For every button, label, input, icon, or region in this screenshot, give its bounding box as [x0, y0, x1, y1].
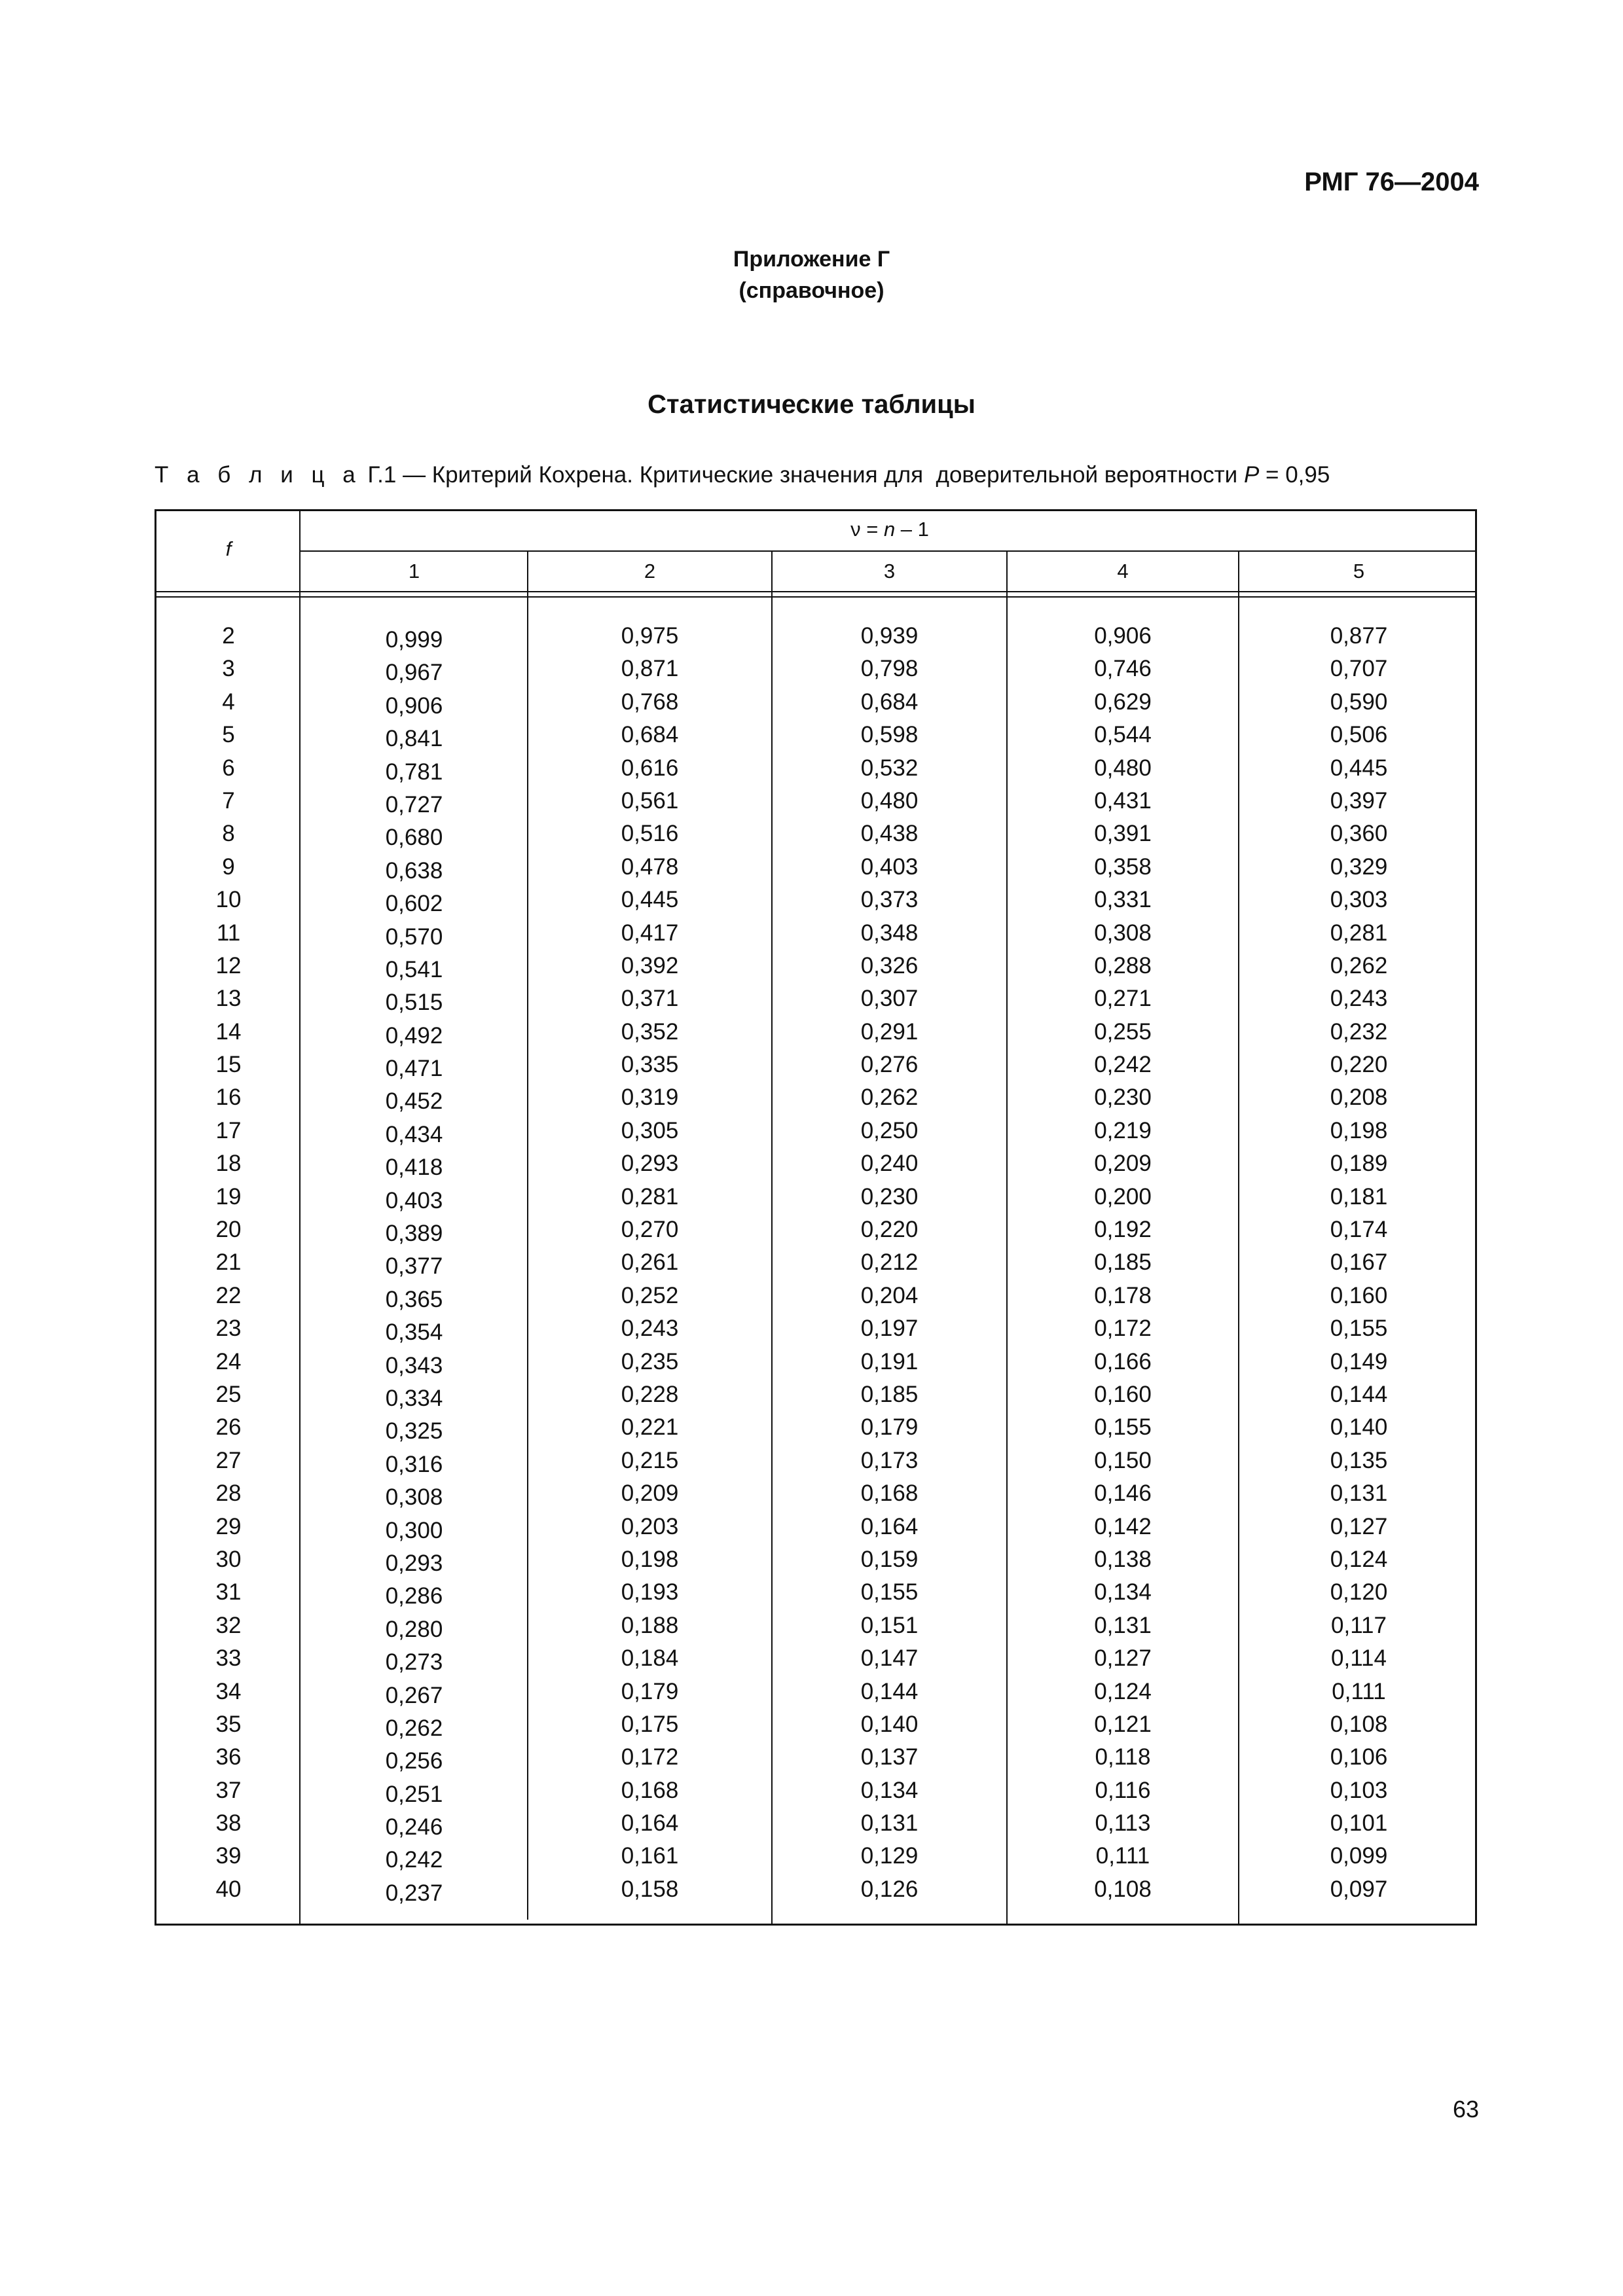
f-value: 16 — [215, 1085, 242, 1111]
table-cell: 0,144 — [1330, 1381, 1388, 1407]
table-cell: 0,220 — [860, 1217, 919, 1243]
table-cell: 0,212 — [860, 1249, 919, 1276]
table-cell: 0,164 — [860, 1513, 919, 1539]
table-cell: 0,242 — [385, 1847, 443, 1873]
table-cell: 0,303 — [1330, 887, 1388, 913]
table-cell: 0,179 — [860, 1414, 919, 1441]
table-cell: 0,391 — [1094, 821, 1152, 847]
f-value: 40 — [215, 1876, 242, 1902]
table-cell: 0,129 — [860, 1843, 919, 1869]
table-cell: 0,541 — [385, 956, 443, 982]
table-cell: 0,108 — [1094, 1876, 1152, 1902]
table-cell: 0,262 — [385, 1715, 443, 1741]
group-header — [301, 518, 1479, 541]
values-column-2 — [528, 620, 772, 1906]
f-value: 37 — [215, 1777, 242, 1803]
table-cell: 0,243 — [1330, 986, 1388, 1012]
f-value: 36 — [215, 1744, 242, 1770]
table-cell: 0,159 — [860, 1546, 919, 1572]
cochran-table — [155, 509, 1477, 1926]
f-value: 38 — [215, 1810, 242, 1837]
table-cell: 0,768 — [621, 689, 679, 715]
f-value: 34 — [215, 1678, 242, 1704]
table-cell: 0,151 — [860, 1612, 919, 1638]
table-cell: 0,198 — [621, 1546, 679, 1572]
table-cell: 0,445 — [621, 887, 679, 913]
table-cell: 0,325 — [385, 1418, 443, 1444]
table-cell: 0,116 — [1095, 1777, 1151, 1803]
table-cell: 0,352 — [621, 1018, 679, 1045]
table-cell: 0,707 — [1330, 656, 1388, 682]
page-number: 63 — [1452, 2096, 1479, 2123]
table-cell: 0,389 — [385, 1221, 443, 1247]
table-cell: 0,291 — [860, 1018, 919, 1045]
table-cell: 0,127 — [1330, 1513, 1388, 1539]
table-cell: 0,373 — [860, 887, 919, 913]
table-cell: 0,516 — [621, 821, 679, 847]
table-cell: 0,097 — [1330, 1876, 1388, 1902]
table-cell: 0,189 — [1330, 1151, 1388, 1177]
table-cell: 0,124 — [1330, 1546, 1388, 1572]
column-header-5: 5 — [1353, 560, 1365, 583]
f-value: 7 — [222, 787, 235, 814]
column-header-1: 1 — [408, 560, 420, 583]
table-cell: 0,230 — [860, 1183, 919, 1210]
table-cell: 0,185 — [1094, 1249, 1152, 1276]
table-cell: 0,209 — [621, 1480, 679, 1507]
f-value: 2 — [222, 623, 235, 649]
table-cell: 0,598 — [860, 722, 919, 748]
f-value: 35 — [215, 1711, 242, 1737]
table-cell: 0,221 — [621, 1414, 679, 1441]
table-cell: 0,142 — [1094, 1513, 1152, 1539]
values-column-1 — [301, 620, 528, 1906]
table-cell: 0,999 — [385, 627, 443, 653]
caption-value: = 0,95 — [1259, 462, 1330, 488]
table-cell: 0,480 — [860, 787, 919, 814]
table-cell: 0,164 — [621, 1810, 679, 1837]
table-cell: 0,515 — [385, 990, 443, 1016]
table-cell: 0,271 — [1094, 986, 1152, 1012]
table-cell: 0,403 — [385, 1187, 443, 1213]
table-cell: 0,111 — [1095, 1843, 1150, 1869]
f-value: 27 — [215, 1447, 242, 1473]
caption-text: Г.1 — Критерий Кохрена. Критические значения для доверительной вероятности — [367, 462, 1244, 488]
table-cell: 0,149 — [1330, 1348, 1388, 1374]
document-code: РМГ 76—2004 — [1304, 168, 1479, 196]
f-value: 21 — [215, 1249, 242, 1276]
table-cell: 0,334 — [385, 1385, 443, 1411]
f-value: 39 — [215, 1843, 242, 1869]
table-cell: 0,138 — [1094, 1546, 1152, 1572]
table-cell: 0,360 — [1330, 821, 1388, 847]
group-header-minus-one: – 1 — [895, 518, 929, 541]
caption-variable: P — [1243, 462, 1260, 488]
table-cell: 0,124 — [1094, 1678, 1152, 1704]
table-cell: 0,178 — [1094, 1282, 1152, 1308]
table-cell: 0,117 — [1331, 1612, 1387, 1638]
table-cell: 0,121 — [1094, 1711, 1152, 1737]
f-value: 26 — [215, 1414, 242, 1441]
table-cell: 0,308 — [1094, 920, 1152, 946]
table-cell: 0,365 — [385, 1286, 443, 1312]
table-cell: 0,841 — [385, 726, 443, 752]
appendix-heading — [0, 243, 1623, 306]
table-cell: 0,146 — [1094, 1480, 1152, 1507]
column-header-2: 2 — [644, 560, 656, 583]
table-cell: 0,179 — [621, 1678, 679, 1704]
table-cell: 0,219 — [1094, 1117, 1152, 1143]
header-rule-bottom — [156, 596, 1475, 598]
f-value: 20 — [215, 1217, 242, 1243]
table-cell: 0,120 — [1330, 1579, 1388, 1605]
f-value: 29 — [215, 1513, 242, 1539]
table-cell: 0,200 — [1094, 1183, 1152, 1210]
table-cell: 0,155 — [860, 1579, 919, 1605]
f-value: 30 — [215, 1546, 242, 1572]
section-title: Статистические таблицы — [647, 390, 976, 419]
table-cell: 0,134 — [1094, 1579, 1152, 1605]
f-value: 31 — [215, 1579, 242, 1605]
table-cell: 0,480 — [1094, 755, 1152, 781]
table-cell: 0,319 — [621, 1085, 679, 1111]
table-cell: 0,544 — [1094, 722, 1152, 748]
table-cell: 0,160 — [1330, 1282, 1388, 1308]
table-cell: 0,126 — [860, 1876, 919, 1902]
f-value: 12 — [215, 952, 242, 978]
table-cell: 0,305 — [621, 1117, 679, 1143]
table-cell: 0,684 — [621, 722, 679, 748]
table-cell: 0,727 — [385, 791, 443, 817]
table-cell: 0,114 — [1331, 1645, 1387, 1672]
f-value: 4 — [222, 689, 235, 715]
table-cell: 0,099 — [1330, 1843, 1388, 1869]
table-cell: 0,329 — [1330, 853, 1388, 880]
table-cell: 0,235 — [621, 1348, 679, 1374]
table-cell: 0,270 — [621, 1217, 679, 1243]
f-value: 5 — [222, 722, 235, 748]
table-cell: 0,403 — [860, 853, 919, 880]
f-value: 6 — [222, 755, 235, 781]
table-cell: 0,101 — [1330, 1810, 1388, 1837]
table-cell: 0,478 — [621, 853, 679, 880]
table-cell: 0,871 — [621, 656, 679, 682]
table-cell: 0,532 — [860, 755, 919, 781]
f-value: 33 — [215, 1645, 242, 1672]
table-cell: 0,300 — [385, 1517, 443, 1543]
table-cell: 0,160 — [1094, 1381, 1152, 1407]
table-cell: 0,377 — [385, 1253, 443, 1280]
f-value: 14 — [215, 1018, 242, 1045]
values-column-5 — [1239, 620, 1479, 1906]
table-cell: 0,228 — [621, 1381, 679, 1407]
table-cell: 0,193 — [621, 1579, 679, 1605]
table-cell: 0,134 — [860, 1777, 919, 1803]
f-value: 15 — [215, 1052, 242, 1078]
f-value: 32 — [215, 1612, 242, 1638]
table-cell: 0,781 — [385, 759, 443, 785]
table-cell: 0,230 — [1094, 1085, 1152, 1111]
table-cell: 0,111 — [1332, 1678, 1386, 1704]
column-header-4: 4 — [1117, 560, 1129, 583]
table-cell: 0,256 — [385, 1748, 443, 1774]
table-cell: 0,492 — [385, 1022, 443, 1049]
table-cell: 0,471 — [385, 1056, 443, 1082]
table-cell: 0,108 — [1330, 1711, 1388, 1737]
table-cell: 0,127 — [1094, 1645, 1152, 1672]
table-cell: 0,906 — [385, 692, 443, 719]
table-cell: 0,131 — [860, 1810, 919, 1837]
table-cell: 0,906 — [1094, 623, 1152, 649]
table-cell: 0,118 — [1095, 1744, 1151, 1770]
table-cell: 0,506 — [1330, 722, 1388, 748]
table-cell: 0,348 — [860, 920, 919, 946]
table-cell: 0,371 — [621, 986, 679, 1012]
f-value: 22 — [215, 1282, 242, 1308]
table-cell: 0,175 — [621, 1711, 679, 1737]
f-value: 23 — [215, 1316, 242, 1342]
table-cell: 0,243 — [621, 1316, 679, 1342]
table-cell: 0,220 — [1330, 1052, 1388, 1078]
header-rule-top — [156, 591, 1475, 592]
f-value: 13 — [215, 986, 242, 1012]
table-cell: 0,445 — [1330, 755, 1388, 781]
table-cell: 0,434 — [385, 1121, 443, 1147]
table-cell: 0,280 — [385, 1616, 443, 1642]
table-cell: 0,203 — [621, 1513, 679, 1539]
table-cell: 0,147 — [860, 1645, 919, 1672]
table-cell: 0,602 — [385, 891, 443, 917]
f-value: 24 — [215, 1348, 242, 1374]
table-cell: 0,150 — [1094, 1447, 1152, 1473]
table-cell: 0,242 — [1094, 1052, 1152, 1078]
f-value: 8 — [222, 821, 235, 847]
table-cell: 0,684 — [860, 689, 919, 715]
table-cell: 0,358 — [1094, 853, 1152, 880]
table-cell: 0,246 — [385, 1814, 443, 1840]
table-cell: 0,215 — [621, 1447, 679, 1473]
appendix-subtitle: (справочное) — [739, 278, 884, 303]
f-values-column — [156, 620, 301, 1906]
table-cell: 0,106 — [1330, 1744, 1388, 1770]
table-cell: 0,103 — [1330, 1777, 1388, 1803]
table-cell: 0,140 — [1330, 1414, 1388, 1441]
table-cell: 0,161 — [621, 1843, 679, 1869]
table-cell: 0,168 — [860, 1480, 919, 1507]
table-cell: 0,113 — [1095, 1810, 1151, 1837]
table-cell: 0,172 — [1094, 1316, 1152, 1342]
table-cell: 0,155 — [1094, 1414, 1152, 1441]
group-header-n: n — [883, 518, 896, 541]
table-cell: 0,331 — [1094, 887, 1152, 913]
table-cell: 0,185 — [860, 1381, 919, 1407]
table-cell: 0,798 — [860, 656, 919, 682]
f-value: 25 — [215, 1381, 242, 1407]
table-cell: 0,158 — [621, 1876, 679, 1902]
row-header-f: f — [225, 537, 232, 560]
table-cell: 0,131 — [1094, 1612, 1152, 1638]
table-cell: 0,197 — [860, 1316, 919, 1342]
table-cell: 0,288 — [1094, 952, 1152, 978]
table-cell: 0,144 — [860, 1678, 919, 1704]
table-cell: 0,240 — [860, 1151, 919, 1177]
table-cell: 0,438 — [860, 821, 919, 847]
table-cell: 0,262 — [860, 1085, 919, 1111]
table-cell: 0,155 — [1330, 1316, 1388, 1342]
table-cell: 0,570 — [385, 924, 443, 950]
table-cell: 0,975 — [621, 623, 679, 649]
table-cell: 0,335 — [621, 1052, 679, 1078]
table-cell: 0,452 — [385, 1088, 443, 1115]
table-cell: 0,397 — [1330, 787, 1388, 814]
table-caption — [155, 462, 1330, 488]
table-cell: 0,326 — [860, 952, 919, 978]
table-cell: 0,184 — [621, 1645, 679, 1672]
table-cell: 0,131 — [1330, 1480, 1388, 1507]
table-cell: 0,188 — [621, 1612, 679, 1638]
table-cell: 0,680 — [385, 825, 443, 851]
table-cell: 0,967 — [385, 660, 443, 686]
table-cell: 0,232 — [1330, 1018, 1388, 1045]
f-value: 18 — [215, 1151, 242, 1177]
table-cell: 0,262 — [1330, 952, 1388, 978]
table-cell: 0,261 — [621, 1249, 679, 1276]
table-cell: 0,746 — [1094, 656, 1152, 682]
table-cell: 0,276 — [860, 1052, 919, 1078]
table-cell: 0,286 — [385, 1583, 443, 1609]
table-cell: 0,250 — [860, 1117, 919, 1143]
values-column-4 — [1007, 620, 1239, 1906]
f-value: 28 — [215, 1480, 242, 1507]
caption-prefix: Т а б л и ц а — [155, 462, 361, 488]
f-value: 11 — [216, 920, 241, 946]
table-cell: 0,192 — [1094, 1217, 1152, 1243]
table-cell: 0,255 — [1094, 1018, 1152, 1045]
table-cell: 0,208 — [1330, 1085, 1388, 1111]
table-cell: 0,307 — [860, 986, 919, 1012]
table-cell: 0,343 — [385, 1352, 443, 1378]
table-cell: 0,166 — [1094, 1348, 1152, 1374]
table-cell: 0,590 — [1330, 689, 1388, 715]
table-cell: 0,252 — [621, 1282, 679, 1308]
f-value: 19 — [215, 1183, 242, 1210]
table-cell: 0,251 — [385, 1781, 443, 1807]
table-cell: 0,137 — [860, 1744, 919, 1770]
table-cell: 0,204 — [860, 1282, 919, 1308]
column-header-3: 3 — [883, 560, 896, 583]
table-cell: 0,418 — [385, 1155, 443, 1181]
table-cell: 0,209 — [1094, 1151, 1152, 1177]
table-cell: 0,198 — [1330, 1117, 1388, 1143]
table-cell: 0,316 — [385, 1451, 443, 1477]
table-cell: 0,273 — [385, 1649, 443, 1676]
f-value: 10 — [215, 887, 242, 913]
f-value: 9 — [222, 853, 235, 880]
table-cell: 0,629 — [1094, 689, 1152, 715]
table-cell: 0,293 — [385, 1550, 443, 1576]
table-cell: 0,939 — [860, 623, 919, 649]
table-cell: 0,281 — [1330, 920, 1388, 946]
table-cell: 0,308 — [385, 1484, 443, 1511]
table-cell: 0,281 — [621, 1183, 679, 1210]
table-cell: 0,877 — [1330, 623, 1388, 649]
values-column-3 — [772, 620, 1007, 1906]
table-cell: 0,174 — [1330, 1217, 1388, 1243]
table-cell: 0,561 — [621, 787, 679, 814]
table-cell: 0,173 — [860, 1447, 919, 1473]
table-cell: 0,140 — [860, 1711, 919, 1737]
group-header-nu: ν = — [850, 518, 884, 541]
table-cell: 0,168 — [621, 1777, 679, 1803]
table-cell: 0,181 — [1330, 1183, 1388, 1210]
f-value: 3 — [222, 656, 235, 682]
header-group-rule — [301, 550, 1475, 552]
table-cell: 0,172 — [621, 1744, 679, 1770]
table-cell: 0,267 — [385, 1682, 443, 1708]
table-cell: 0,431 — [1094, 787, 1152, 814]
table-cell: 0,392 — [621, 952, 679, 978]
table-cell: 0,191 — [860, 1348, 919, 1374]
table-cell: 0,237 — [385, 1880, 443, 1906]
table-cell: 0,293 — [621, 1151, 679, 1177]
table-cell: 0,135 — [1330, 1447, 1388, 1473]
table-cell: 0,616 — [621, 755, 679, 781]
f-value: 17 — [215, 1117, 242, 1143]
table-cell: 0,417 — [621, 920, 679, 946]
table-cell: 0,354 — [385, 1319, 443, 1346]
table-cell: 0,638 — [385, 857, 443, 884]
appendix-title: Приложение Г — [733, 247, 890, 272]
table-cell: 0,167 — [1330, 1249, 1388, 1276]
